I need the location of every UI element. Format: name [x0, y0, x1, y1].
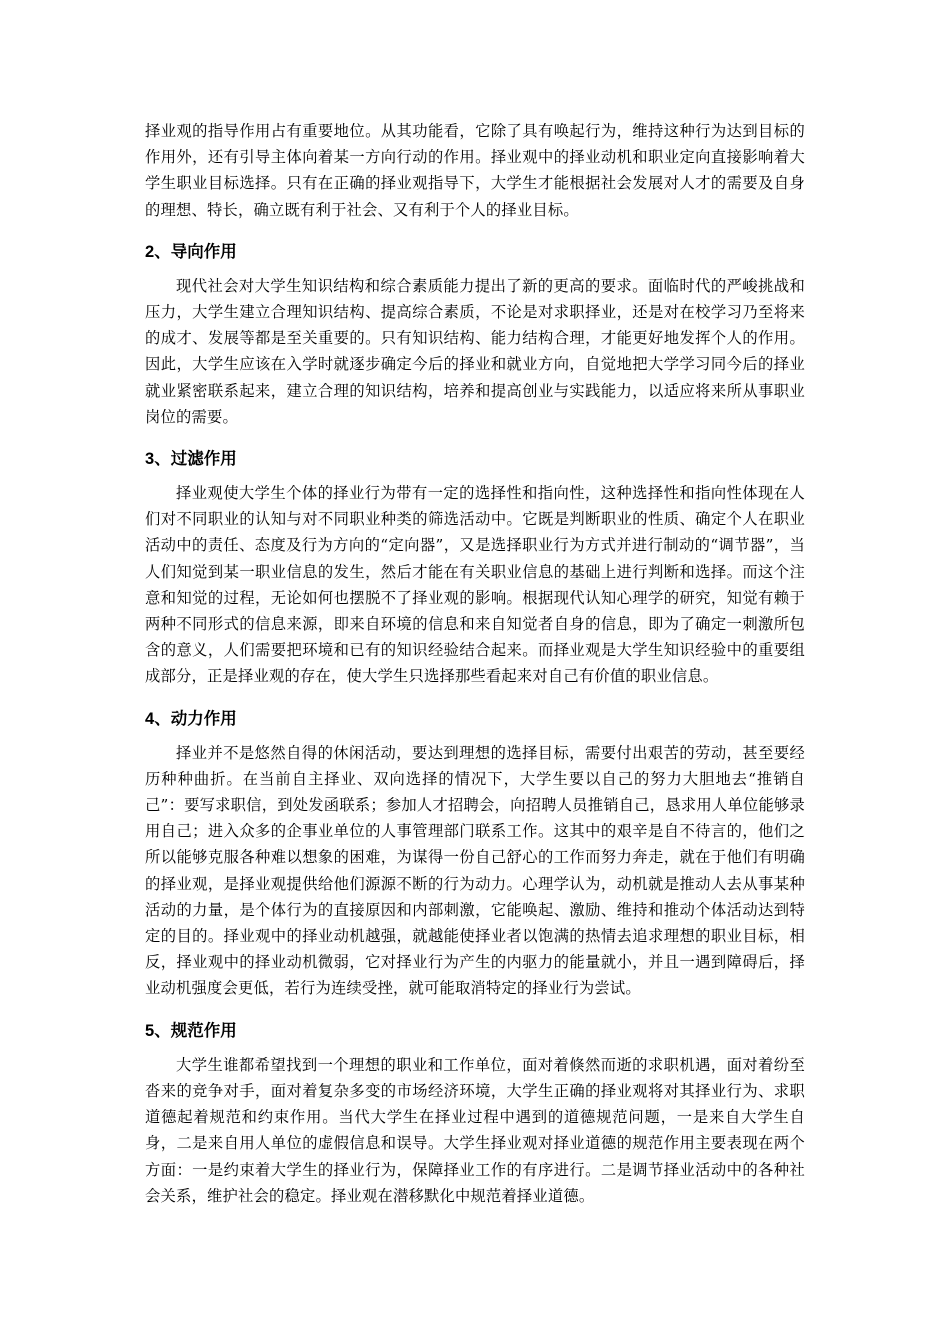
section-number: 4 [145, 709, 155, 728]
section-paragraph-regulation: 大学生谁都希望找到一个理想的职业和工作单位，面对着倏然而逝的求职机遇，面对着纷至沓来的竞争对手，面对着复杂多变的市场经济环境，大学生正确的择业观将对其择业行为、求职道德起着规范和约束作用。当代大学生在择业过程中遇到的道德规范问题，一是来自大学生自身，二是来自用人单位的虚假信息和误导。大学生择业观对择业道德的规范作用主要表现在两个方面：一是约束着大学生的择业行为，保障择业工作的有序进行。二是调节择业活动中的各种社会关系，维护社会的稳定。择业观在潜移默化中规范着择业道德。 [145, 1055, 805, 1205]
section-paragraph-guidance: 现代社会对大学生知识结构和综合素质能力提出了新的更高的要求。面临时代的严峻挑战和压力，大学生建立合理知识结构、提高综合素质，不论是对求职择业，还是对在校学习乃至将来的成才、发展等都是至关重要的。只有知识结构、能力结构合理，才能更好地发挥个人的作用。因此，大学生应该在入学时就逐步确定今后的择业和就业方向，自觉地把大学学习同今后的择业就业紧密联系起来，建立合理的知识结构，培养和提高创业与实践能力，以适应将来所从事职业岗位的需要。 [145, 276, 805, 426]
section-title: 、规范作用 [154, 1020, 237, 1040]
section-heading-motivation [145, 706, 805, 732]
section-paragraph-motivation: 择业并不是悠然自得的休闲活动，要达到理想的选择目标，需要付出艰苦的劳动，甚至要经历种种曲折。在当前自主择业、双向选择的情况下，大学生要以自己的努力大胆地去“推销自己”：要写求职信，到处发函联系；参加人才招聘会，向招聘人员推销自己，恳求用人单位能够录用自己；进入众多的企事业单位的人事管理部门联系工作。这其中的艰辛是自不待言的，他们之所以能够克服各种难以想象的困难，为谋得一份自己舒心的工作而努力奔走，就在于他们有明确的择业观，是择业观提供给他们源源不断的行为动力。心理学认为，动机就是推动人去从事某种活动的力量，是个体行为的直接原因和内部刺激，它能唤起、激励、维持和推动个体活动达到特定的目的。择业观中的择业动机越强，就越能使择业者以饱满的热情去追求理想的职业目标，相反，择业观中的择业动机微弱，它对择业行为产生的内驱力的能量就小，并且一遇到障碍后，择业动机强度会更低，若行为连续受挫，就可能取消特定的择业行为尝试。 [145, 743, 805, 998]
section-number: 3 [145, 450, 155, 469]
document-page [145, 118, 805, 1209]
section-heading-filtering [145, 446, 805, 472]
section-heading-guidance [145, 239, 805, 265]
section-number: 2 [145, 242, 155, 261]
section-title: 、导向作用 [154, 241, 237, 261]
section-heading-regulation [145, 1018, 805, 1044]
section-title: 、动力作用 [154, 708, 237, 728]
section-number: 5 [145, 1021, 155, 1040]
section-title: 、过滤作用 [154, 449, 237, 469]
intro-paragraph: 择业观的指导作用占有重要地位。从其功能看，它除了具有唤起行为，维持这种行为达到目标的作用外，还有引导主体向着某一方向行动的作用。择业观中的择业动机和职业定向直接影响着大学生职业目标选择。只有在正确的择业观指导下，大学生才能根据社会发展对人才的需要及自身的理想、特长，确立既有利于社会、又有利于个人的择业目标。 [145, 122, 805, 219]
section-paragraph-filtering: 择业观使大学生个体的择业行为带有一定的选择性和指向性，这种选择性和指向性体现在人们对不同职业的认知与对不同职业种类的筛选活动中。它既是判断职业的性质、确定个人在职业活动中的责任、态度及行为方向的“定向器”，又是选择职业行为方式并进行制动的“调节器”，当人们知觉到某一职业信息的发生，然后才能在有关职业信息的基础上进行判断和选择。而这个注意和知觉的过程，无论如何也摆脱不了择业观的影响。根据现代认知心理学的研究，知觉有赖于两种不同形式的信息来源，即来自环境的信息和来自知觉者自身的信息，即为了确定一刺激所包含的意义，人们需要把环境和已有的知识经验结合起来。而择业观是大学生知识经验中的重要组成部分，正是择业观的存在，使大学生只选择那些看起来对自己有价值的职业信息。 [145, 484, 805, 686]
